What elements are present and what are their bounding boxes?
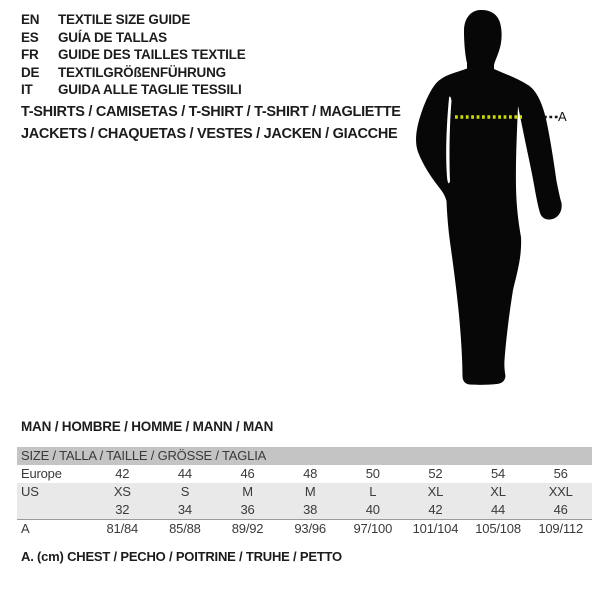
us-size-letter: XL bbox=[490, 484, 506, 499]
language-code: FR bbox=[21, 47, 39, 62]
language-list bbox=[21, 11, 246, 99]
table-cell: 48 bbox=[303, 466, 318, 481]
table-cell: 93/96 bbox=[294, 521, 326, 536]
us-size-number: 36 bbox=[240, 502, 255, 517]
table-cell: 105/108 bbox=[475, 521, 521, 536]
category-jackets: JACKETS / CHAQUETAS / VESTES / JACKEN / GIACCHE bbox=[21, 126, 398, 142]
row-label: Europe bbox=[21, 466, 62, 481]
table-row-europe bbox=[17, 465, 592, 483]
us-size-number: 44 bbox=[491, 502, 506, 517]
language-code: ES bbox=[21, 29, 39, 45]
language-label: GUIDA ALLE TAGLIE TESSILI bbox=[58, 82, 242, 97]
us-size-number: 42 bbox=[428, 502, 443, 517]
chest-measure-label: A bbox=[558, 109, 567, 124]
size-table-header: SIZE / TALLA / TAILLE / GRÖSSE / TAGLIA bbox=[17, 447, 592, 465]
us-size-number: 32 bbox=[115, 502, 130, 517]
table-cell: 101/104 bbox=[412, 521, 459, 536]
table-cell bbox=[467, 483, 530, 519]
table-cell: 81/84 bbox=[106, 521, 139, 536]
table-cell: 46 bbox=[240, 466, 255, 481]
garment-categories bbox=[21, 101, 401, 145]
row-label: A bbox=[21, 521, 30, 536]
row-label: US bbox=[21, 484, 39, 499]
chest-measure-footnote: A. (cm) CHEST / PECHO / POITRINE / TRUHE / PETTO bbox=[21, 549, 342, 564]
size-table bbox=[17, 447, 592, 538]
table-cell: 109/112 bbox=[538, 521, 583, 536]
us-size-letter: S bbox=[180, 484, 190, 499]
table-row-us bbox=[17, 483, 592, 519]
us-size-number: 40 bbox=[365, 502, 380, 517]
table-cell: 44 bbox=[177, 466, 192, 481]
man-silhouette-figure bbox=[405, 5, 565, 397]
language-code: EN bbox=[21, 12, 40, 27]
language-code: DE bbox=[21, 64, 40, 80]
table-cell: 56 bbox=[553, 466, 568, 481]
category-tshirts: T-SHIRTS / CAMISETAS / T-SHIRT / T-SHIRT / MAGLIETTE bbox=[21, 104, 401, 120]
table-cell bbox=[404, 483, 467, 519]
man-silhouette bbox=[416, 10, 562, 385]
table-cell bbox=[342, 483, 405, 519]
table-cell bbox=[279, 483, 342, 519]
language-row-fr bbox=[21, 46, 246, 64]
table-cell: 54 bbox=[491, 466, 506, 481]
language-row-en bbox=[21, 11, 246, 29]
table-cell: 50 bbox=[365, 466, 380, 481]
us-size-number: 38 bbox=[303, 502, 318, 517]
language-row-es bbox=[21, 29, 246, 47]
table-cell: 89/92 bbox=[231, 521, 264, 536]
language-label: GUÍA DE TALLAS bbox=[58, 29, 167, 45]
language-label: TEXTILGRÖßENFÜHRUNG bbox=[58, 64, 226, 80]
table-cell bbox=[216, 483, 279, 519]
us-size-letter: M bbox=[242, 484, 253, 499]
language-code: IT bbox=[21, 82, 33, 97]
table-cell: 97/100 bbox=[353, 521, 393, 536]
us-size-number: 46 bbox=[553, 502, 568, 517]
table-cell bbox=[154, 483, 217, 519]
table-cell: 52 bbox=[428, 466, 443, 481]
table-cell bbox=[529, 483, 592, 519]
language-row-it bbox=[21, 81, 246, 99]
table-cell: 42 bbox=[115, 466, 130, 481]
us-size-letter: XS bbox=[113, 484, 131, 499]
us-size-letter: XL bbox=[427, 484, 444, 499]
us-size-letter: L bbox=[369, 484, 377, 499]
table-cell: 85/88 bbox=[169, 521, 201, 536]
language-label: GUIDE DES TAILLES TEXTILE bbox=[58, 47, 246, 62]
language-row-de bbox=[21, 64, 246, 82]
us-size-number: 34 bbox=[177, 502, 192, 517]
section-title-man: MAN / HOMBRE / HOMME / MANN / MAN bbox=[21, 419, 274, 434]
language-label: TEXTILE SIZE GUIDE bbox=[58, 12, 191, 27]
table-row-chest bbox=[17, 519, 592, 538]
us-size-letter: M bbox=[304, 484, 316, 499]
us-size-letter: XXL bbox=[548, 484, 573, 499]
table-cell bbox=[91, 483, 154, 519]
